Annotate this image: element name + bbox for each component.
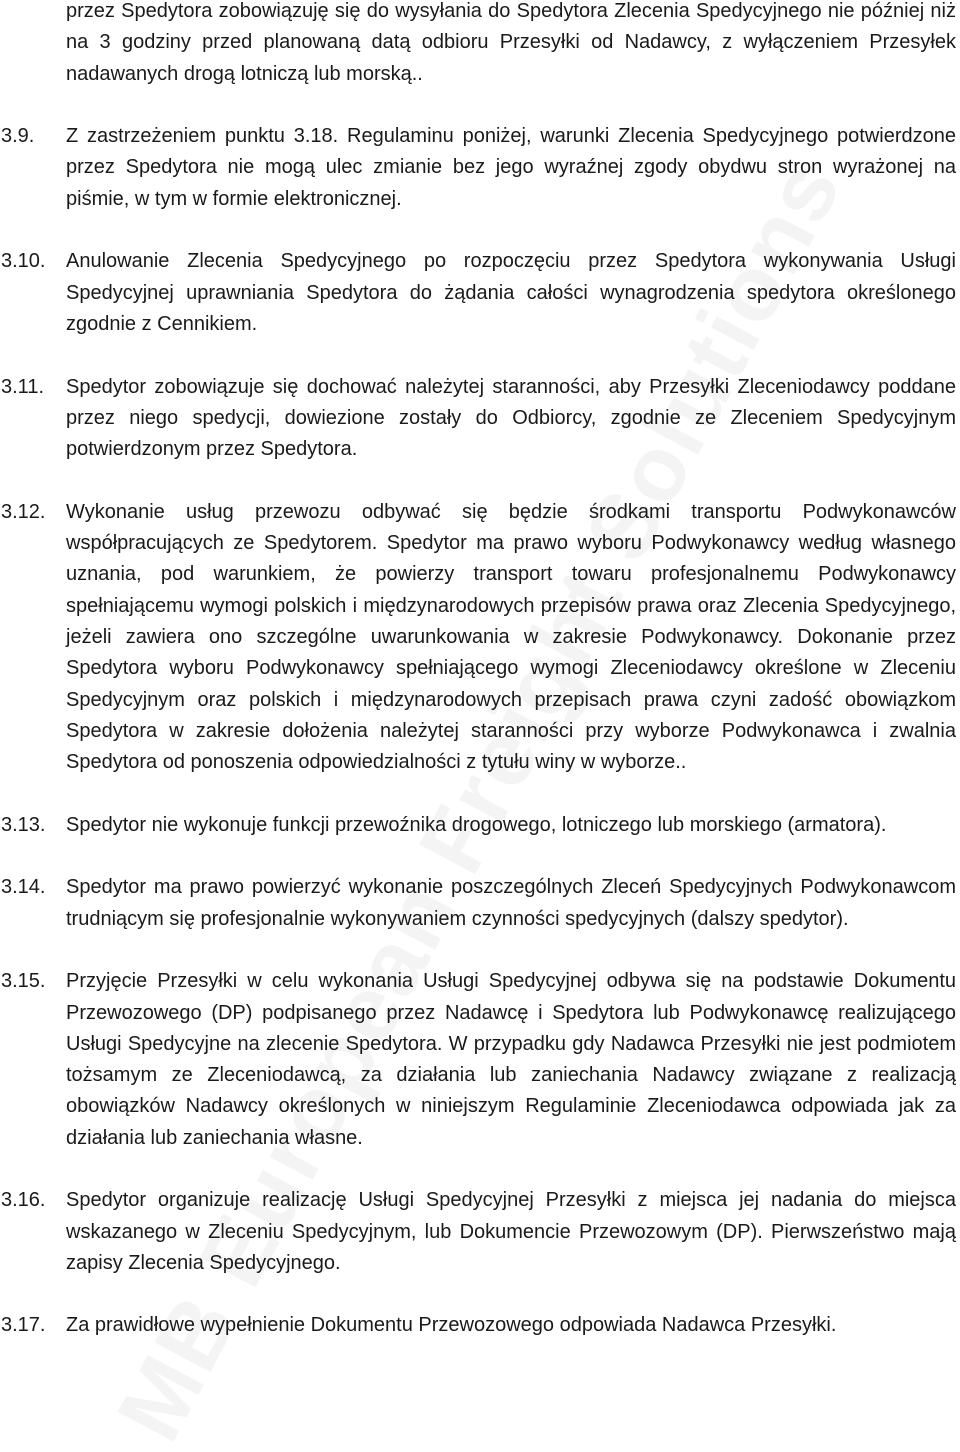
section-text: Spedytor zobowiązuje się dochować należytej staranności, aby Przesyłki Zleceniodawcy poddane przez niego spedycji, dowiezione zostały do Odbiorcy, zgodnie ze Zleceniem Spedycyjnym potwierdzonym przez Spedytora. <box>66 375 956 461</box>
section-3-11 <box>0 372 960 466</box>
section-3-17 <box>0 1310 960 1341</box>
section-text: Wykonanie usług przewozu odbywać się będzie środkami transportu Podwykonawców współpracujących ze Spedytorem. Spedytor ma prawo wyboru Podwykonawcy według własnego uznania, pod warunkiem, że powierzy transport towaru profesjonalnemu Podwykonawcy spełniającemu wymogi polskich i międzynarodowych przepisów prawa oraz Zlecenia Spedycyjnego, jeżeli zawiera ono szczególne uwarunkowania w zakresie Podwykonawcy. Dokonanie przez Spedytora wyboru Podwykonawcy spełniającego wymogi Zleceniodawcy określone w Zleceniu Spedycyjnym oraz polskich i międzynarodowych przepisach prawa czyni zadość obowiązkom Spedytora w zakresie dołożenia należytej staranności przy wyborze Podwykonawca i zwalnia Spedytora od ponoszenia odpowiedzialności z tytułu winy w wyborze.. <box>66 500 956 774</box>
intro-paragraph: przez Spedytora zobowiązuję się do wysyłania do Spedytora Zlecenia Spedycyjnego nie później niż na 3 godziny przed planowaną datą odbioru Przesyłki od Nadawcy, z wyłączeniem Przesyłek nadawanych drogą lotniczą lub morską.. <box>66 0 956 85</box>
section-number: 3.9. <box>1 125 35 148</box>
section-number: 3.14. <box>1 876 46 899</box>
section-text: Przyjęcie Przesyłki w celu wykonania Usługi Spedycyjnej odbywa się na podstawie Dokumentu Przewozowego (DP) podpisanego przez Nadawcę i Spedytora lub Podwykonawcę realizującego Usługi Spedycyjne na zlecenie Spedytora. W przypadku gdy Nadawca Przesyłki nie jest podmiotem tożsamym ze Zleceniodawcą, za działania lub zaniechania Nadawcy związane z realizacją obowiązków Nadawcy określonych w niniejszym Regulaminie Zleceniodawca odpowiada jak za działania lub zaniechania własne. <box>66 970 956 1149</box>
section-3-12 <box>0 497 960 779</box>
section-3-13 <box>0 810 960 841</box>
section-text: Spedytor nie wykonuje funkcji przewoźnika drogowego, lotniczego lub morskiego (armatora). <box>66 813 887 836</box>
section-3-9 <box>0 121 960 215</box>
section-number: 3.13. <box>1 813 46 836</box>
section-number: 3.15. <box>1 970 46 993</box>
section-number: 3.16. <box>1 1189 46 1212</box>
section-text: Spedytor ma prawo powierzyć wykonanie poszczególnych Zleceń Spedycyjnych Podwykonawcom trudniącym się profesjonalnie wykonywaniem czynności spedycyjnych (dalszy spedytor). <box>66 876 956 930</box>
section-number: 3.10. <box>1 250 46 273</box>
section-number: 3.12. <box>1 500 46 523</box>
section-text: Anulowanie Zlecenia Spedycyjnego po rozpoczęciu przez Spedytora wykonywania Usługi Spedycyjnej uprawniania Spedytora do żądania całości wynagrodzenia spedytora określonego zgodnie z Cennikiem. <box>66 250 956 335</box>
section-text: Z zastrzeżeniem punktu 3.18. Regulaminu poniżej, warunki Zlecenia Spedycyjnego potwierdzone przez Spedytora nie mogą ulec zmianie bez jego wyraźnej zgody obydwu stron wyrażonej na piśmie, w tym w formie elektronicznej. <box>66 125 956 210</box>
section-3-15 <box>0 966 960 1154</box>
section-text: Spedytor organizuje realizację Usługi Spedycyjnej Przesyłki z miejsca jej nadania do miejsca wskazanego w Zleceniu Spedycyjnym, lub Dokumencie Przewozowym (DP). Pierwszeństwo mają zapisy Zlecenia Spedycyjnego. <box>66 1189 956 1274</box>
section-3-14 <box>0 872 960 935</box>
section-number: 3.11. <box>1 375 44 398</box>
section-text: Za prawidłowe wypełnienie Dokumentu Przewozowego odpowiada Nadawca Przesyłki. <box>66 1314 837 1337</box>
section-3-16 <box>0 1185 960 1279</box>
section-3-10 <box>0 246 960 340</box>
section-number: 3.17. <box>1 1314 46 1337</box>
